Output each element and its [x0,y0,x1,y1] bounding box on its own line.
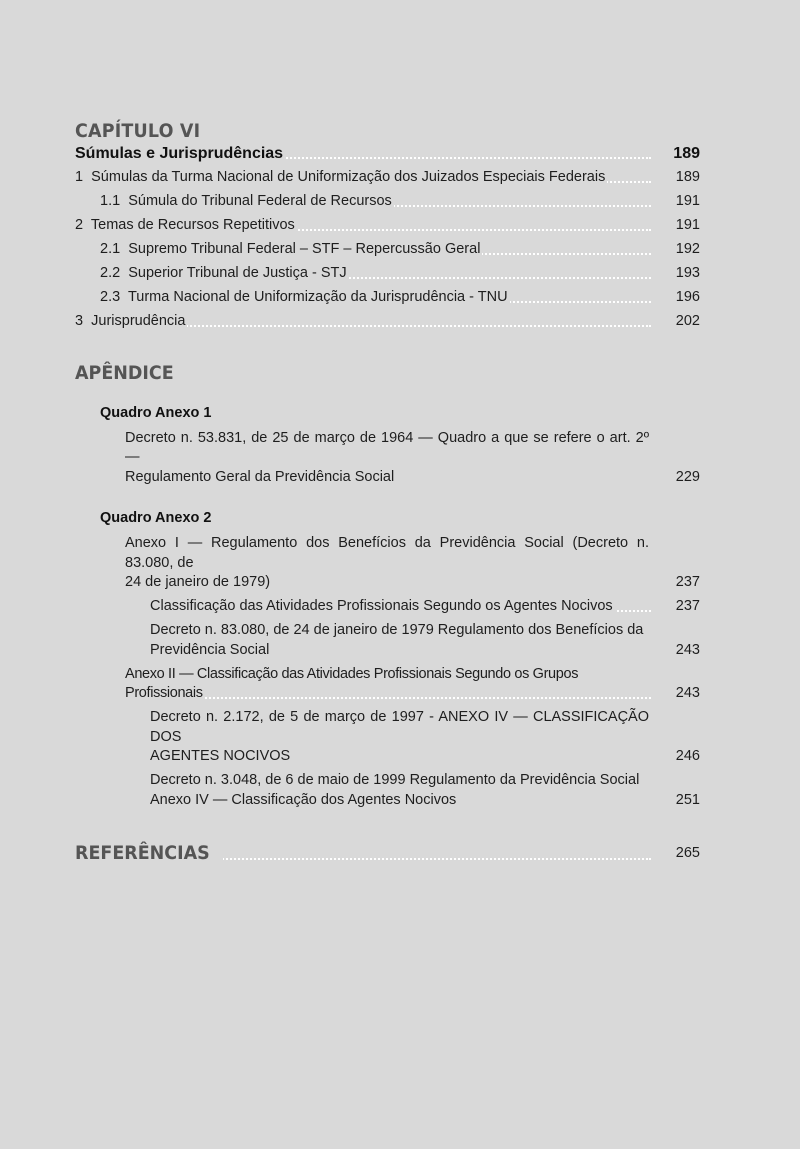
quadro-anexo-1-label: Quadro Anexo 1 [100,404,212,421]
toc-entry-page: 189 [675,169,700,185]
toc-entry-2-3[interactable]: 2.3 Turma Nacional de Uniformização da Jurisprudência - TNU 196 [75,288,700,308]
toc-entry-anexo-1[interactable]: Anexo I — Regulamento dos Benefícios da Previdência Social (Decreto n. 83.080, de 24 de janeiro de 1979) 237 [75,534,700,593]
toc-entry-1[interactable]: 1 Súmulas da Turma Nacional de Uniformização dos Juizados Especiais Federais 189 [75,168,700,188]
toc-entry-anexo-2-decreto-3048[interactable]: Decreto n. 3.048, de 6 de maio de 1999 Regulamento da Previdência Social Anexo IV — Classificação dos Agentes Nocivos 251 [75,771,700,810]
chapter-heading-text: Súmulas e Jurisprudências [75,145,284,162]
toc-entry-page: 251 [675,791,700,808]
quadro-anexo-2-label: Quadro Anexo 2 [100,510,212,526]
references-page: 265 [675,845,700,861]
chapter-heading-entry[interactable] [75,144,700,164]
references-title: REFERÊNCIAS [75,842,210,864]
toc-entry-page: 246 [675,748,700,764]
toc-entry-text: Supremo Tribunal Federal – STF – Repercussão Geral [128,241,481,257]
toc-entry-page: 196 [675,289,700,305]
toc-entry-text: Superior Tribunal de Justiça - STJ [128,265,347,281]
toc-entry-text: Súmula do Tribunal Federal de Recursos [128,193,392,209]
toc-entry-1-1[interactable]: 1.1 Súmula do Tribunal Federal de Recursos 191 [75,192,700,212]
toc-entry-text: Súmulas da Turma Nacional de Uniformização dos Juizados Especiais Federais [91,169,606,185]
appendix-title: APÊNDICE [75,361,174,384]
toc-entry-quadro1-decreto[interactable]: Decreto n. 53.831, de 25 de março de 1964 — Quadro a que se refere o art. 2º — Regulamento Geral da Previdência Social 229 [75,429,700,488]
toc-entry-text: Temas de Recursos Repetitivos [90,217,295,233]
table-of-contents [75,118,700,871]
toc-entry-page: 237 [675,598,700,614]
toc-entry-2-1[interactable]: 2.1 Supremo Tribunal Federal – STF – Repercussão Geral 192 [75,240,700,260]
toc-entry-page: 243 [675,641,700,658]
toc-entry-text: Jurisprudência [91,313,186,329]
toc-entry-page: 243 [675,685,700,701]
chapter-heading-page: 189 [673,145,700,162]
toc-entry-page: 191 [675,217,700,233]
toc-entry-page: 192 [675,241,700,257]
chapter-title: CAPÍTULO VI [75,120,201,142]
references-entry[interactable] [75,840,700,866]
toc-entry-anexo-1-classificacao[interactable]: Classificação das Atividades Profissionais Segundo os Agentes Nocivos 237 [75,597,700,617]
toc-entry-page: 191 [675,193,700,209]
toc-entry-page: 193 [675,265,700,281]
toc-entry-3[interactable]: 3 Jurisprudência 202 [75,312,700,332]
toc-entry-page: 237 [675,574,700,590]
toc-entry-page: 202 [675,313,700,329]
toc-entry-2[interactable]: 2 Temas de Recursos Repetitivos 191 [75,216,700,236]
toc-entry-anexo-1-decreto[interactable]: Decreto n. 83.080, de 24 de janeiro de 1979 Regulamento dos Benefícios da Previdência Social 243 [75,621,700,660]
toc-entry-anexo-2[interactable]: Anexo II — Classificação das Atividades Profissionais Segundo os Grupos Profissionais 243 [75,665,700,704]
toc-entry-anexo-2-decreto-2172[interactable]: Decreto n. 2.172, de 5 de março de 1997 - ANEXO IV — CLASSIFICAÇÃO DOS AGENTES NOCIVOS 246 [75,708,700,767]
toc-entry-text: Turma Nacional de Uniformização da Jurisprudência - TNU [127,289,508,305]
toc-entry-2-2[interactable]: 2.2 Superior Tribunal de Justiça - STJ 193 [75,264,700,284]
toc-entry-page: 229 [675,468,700,485]
